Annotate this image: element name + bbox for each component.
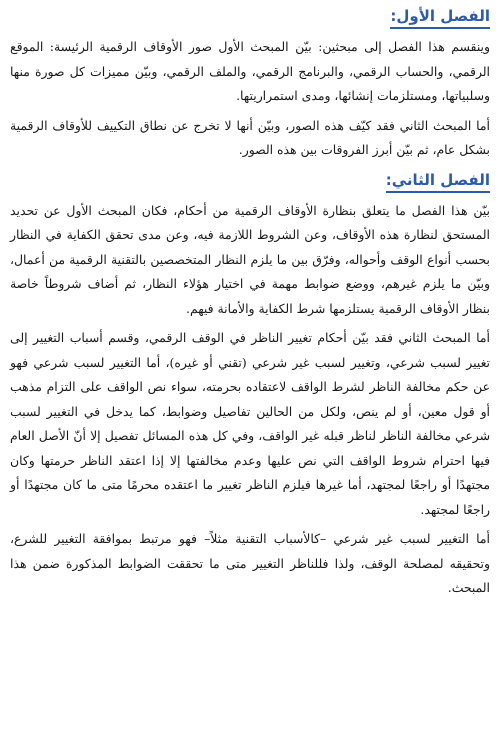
chapter-2-heading: الفصل الثاني:	[386, 170, 490, 193]
chapter-1-section	[10, 4, 490, 163]
chapter-1-heading: الفصل الأول:	[390, 6, 490, 29]
chapter-2-paragraph-1: بيّن هذا الفصل ما يتعلق بنظارة الأوقاف الرقمية من أحكام، فكان المبحث الأول عن تحديد المستحق لنظارة هذه الأوقاف، وعن الشروط اللازمة فيه، وعن مدى تحقق الكفاية في النظار بحسب أنواع الوقف وأحواله، وفرّق بين ما يلزم النظار المتخصصين بالتقنية الرقمية من أعمال، وبيّن ما يلزم غيرهم، ووضع ضوابط مهمة في اختيار هؤلاء النظار، ثم أضاف شروطاً خاصة بنظار الأوقاف الرقمية يستلزمها شرط الكفاية والأمانة فيهم.	[10, 202, 490, 316]
chapter-1-paragraph-2: أما المبحث الثاني فقد كيّف هذه الصور، وبيّن أنها لا تخرج عن نطاق التكييف للأوقاف الرقمية بشكل عام، ثم بيّن أبرز الفروقات بين هذه الصور.	[10, 117, 490, 157]
chapter-2-paragraph-2: أما المبحث الثاني فقد بيّن أحكام تغيير الناظر في الوقف الرقمي، وقسم أسباب التغيير إلى تغيير لسبب شرعي، وتغيير لسبب غير شرعي (تقني أو غيره)، أما التغيير لسبب شرعي فهو عن حكم مخالفة الناظر لشرط الواقف لاعتقاده بحرمته، سواء نص الواقف على التزام مذهب أو قول معين، أو لم ينص، ولكل من الحالين تفاصيل وضوابط، كما يدخل في التغيير لسبب شرعي مخالفة الناظر لناظر قبله غير الواقف، وفي كل هذه المسائل تفصيل إلا أنّ الأصل العام فيها احترام شروط الواقف التي نص عليها وعدم مخالفتها إلا إذا اعتقد الناظر حرمتها وكان مجتهدًا أو راجعًا لمجتهد، أما غيرها فيلزم الناظر تغيير ما اعتقده محرمًا متى ما كان مجتهدًا أو راجعًا لمجتهد.	[10, 330, 490, 517]
chapter-2-section	[10, 168, 490, 601]
chapter-2-paragraph-3: أما التغيير لسبب غير شرعي –كالأسباب التقنية مثلاً– فهو مرتبط بموافقة التغيير للشرع، وتحقيقه لمصلحة الوقف، ولذا فللناظر التغيير متى ما تحققت الضوابط المذكورة ضمن هذا المبحث.	[10, 531, 490, 595]
chapter-1-paragraph-1: وينقسم هذا الفصل إلى مبحثين: بيّن المبحث الأول صور الأوقاف الرقمية الرئيسة: الموقع الرقمي، والحساب الرقمي، والبرنامج الرقمي، والملف الرقمي، وبيّن مميزات كل صورة منها وسلبياتها، ومستلزمات إنشائها، ومدى استمراريتها.	[10, 39, 490, 103]
